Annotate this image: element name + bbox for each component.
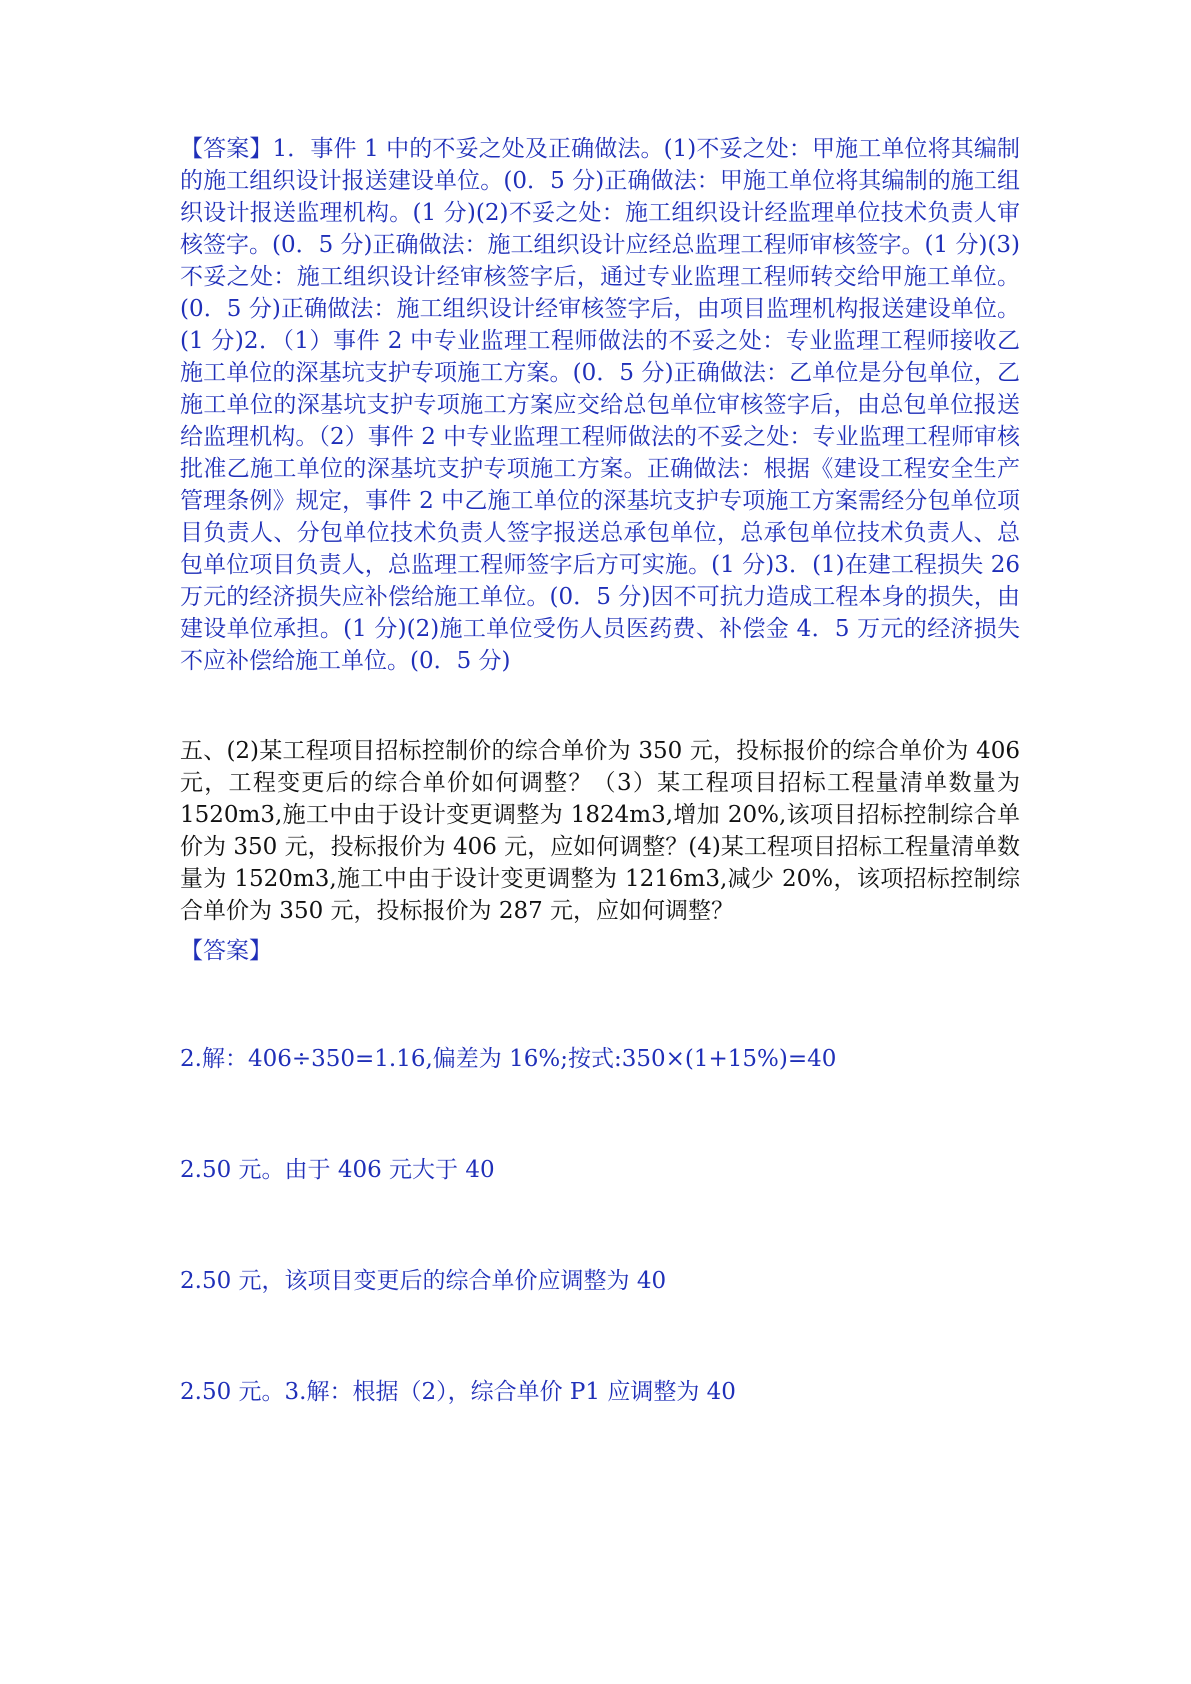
answer-line-2: 2.50 元。由于 406 元大于 40 (180, 1157, 495, 1183)
answer-line-1: 2.解：406÷350=1.16,偏差为 16%;按式:350×(1+15%)=40 (180, 1046, 837, 1072)
answer-label: 【答案】 (180, 136, 273, 162)
answer-label-2: 【答案】 (180, 938, 272, 964)
answer-block-1 (180, 133, 1020, 677)
answer-line-4: 2.50 元。3.解：根据（2），综合单价 P1 应调整为 40 (180, 1379, 736, 1405)
answer-line-3: 2.50 元，该项目变更后的综合单价应调整为 40 (180, 1268, 667, 1294)
question-block-5: 五、(2)某工程项目招标控制价的综合单价为 350 元，投标报价的综合单价为 406 元，工程变更后的综合单价如何调整？（3）某工程项目招标工程量清单数量为 1520m3,施工中由于设计变更调整为 1824m3,增加 20%,该项目招标控制综合单价为 350 元，投标报价为 406 元，应如何调整？(4)某工程项目招标工程量清单数量为 1520m3,施工中由于设计变更调整为 1216m3,减少 20%，该项招标控制综合单价为 350 元，投标报价为 287 元，应如何调整？ (180, 738, 1020, 924)
answer-text: 1．事件 1 中的不妥之处及正确做法。(1)不妥之处：甲施工单位将其编制的施工组织设计报送建设单位。(0．5 分)正确做法：甲施工单位将其编制的施工组织设计报送监理机构。(1 分)(2)不妥之处：施工组织设计经监理单位技术负责人审核签字。(0．5 分)正确做法：施工组织设计应经总监理工程师审核签字。(1 分)(3)不妥之处：施工组织设计经审核签字后，通过专业监理工程师转交给甲施工单位。(0．5 分)正确做法：施工组织设计经审核签字后，由项目监理机构报送建设单位。(1 分)2．（1）事件 2 中专业监理工程师做法的不妥之处：专业监理工程师接收乙施工单位的深基坑支护专项施工方案。(0．5 分)正确做法：乙单位是分包单位，乙施工单位的深基坑支护专项施工方案应交给总包单位审核签字后，由总包单位报送给监理机构。（2）事件 2 中专业监理工程师做法的不妥之处：专业监理工程师审核批准乙施工单位的深基坑支护专项施工方案。正确做法：根据《建设工程安全生产管理条例》规定，事件 2 中乙施工单位的深基坑支护专项施工方案需经分包单位项目负责人、分包单位技术负责人签字报送总承包单位，总承包单位技术负责人、总包单位项目负责人，总监理工程师签字后方可实施。(1 分)3．(1)在建工程损失 26 万元的经济损失应补偿给施工单位。(0．5 分)因不可抗力造成工程本身的损失，由建设单位承担。(1 分)(2)施工单位受伤人员医药费、补偿金 4．5 万元的经济损失不应补偿给施工单位。(0．5 分) (180, 136, 1021, 674)
